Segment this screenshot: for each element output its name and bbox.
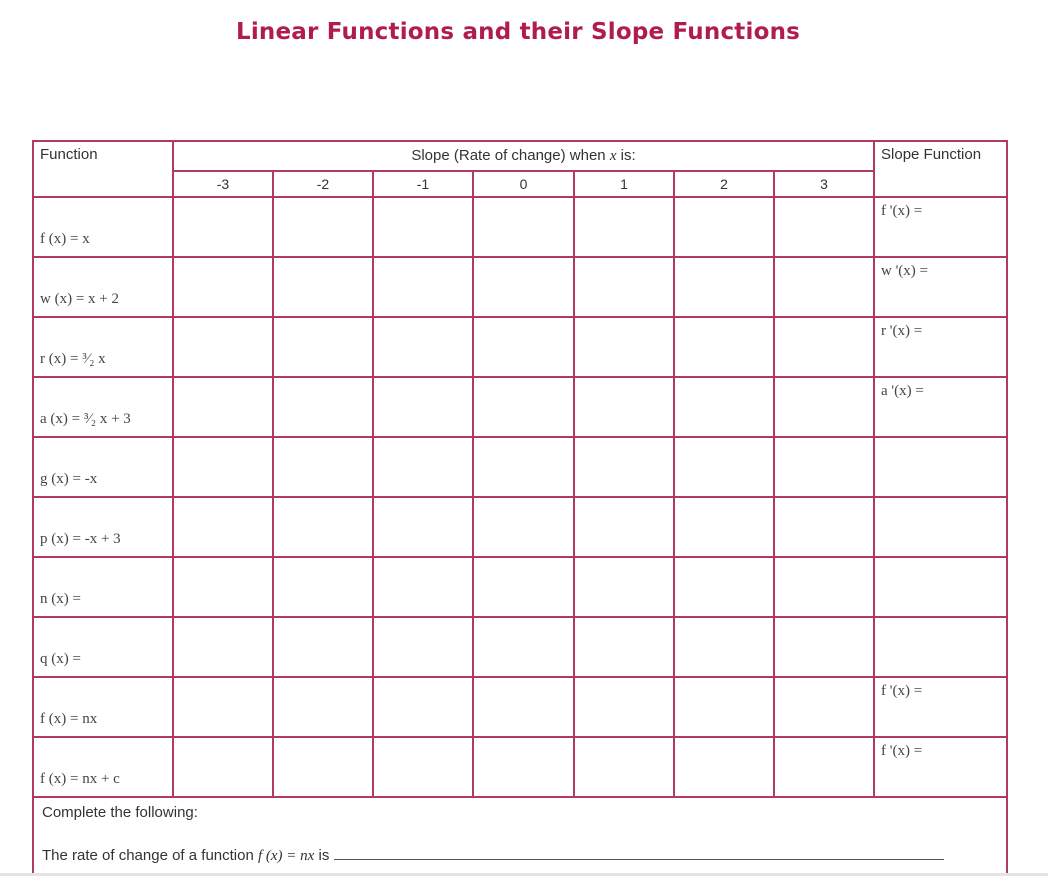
function-cell: [33, 197, 173, 257]
slope-answer-cell[interactable]: [774, 497, 874, 557]
slope-answer-cell[interactable]: [774, 557, 874, 617]
function-header: Function: [33, 141, 173, 197]
slope-answer-cell[interactable]: [173, 317, 273, 377]
slope-function-label: f '(x) =: [881, 743, 923, 759]
slope-answer-cell[interactable]: [173, 677, 273, 737]
slope-function-cell[interactable]: [874, 617, 1007, 677]
function-cell: [33, 257, 173, 317]
page-title: Linear Functions and their Slope Functions: [235, 19, 801, 45]
function-expression: g (x) = -x: [40, 471, 98, 487]
slope-answer-cell[interactable]: [473, 437, 574, 497]
function-expression: f (x) = nx + c: [40, 771, 120, 787]
slope-answer-cell[interactable]: [173, 437, 273, 497]
slope-answer-cell[interactable]: [373, 317, 473, 377]
slope-answer-cell[interactable]: [373, 257, 473, 317]
function-expression: w (x) = x + 2: [40, 291, 119, 307]
function-row: [33, 257, 1007, 317]
slope-answer-cell[interactable]: [574, 437, 674, 497]
slope-answer-cell[interactable]: [674, 437, 774, 497]
slope-function-cell[interactable]: [874, 497, 1007, 557]
slope-answer-cell[interactable]: [674, 617, 774, 677]
slope-answer-cell[interactable]: [574, 617, 674, 677]
slope-answer-cell[interactable]: [273, 737, 373, 797]
slope-answer-cell[interactable]: [774, 377, 874, 437]
slope-answer-cell[interactable]: [774, 437, 874, 497]
slope-function-cell[interactable]: [874, 377, 1007, 437]
completion-sentence: The rate of change of a function f (x) = nx is: [42, 847, 998, 865]
function-cell: [33, 677, 173, 737]
slope-answer-cell[interactable]: [473, 317, 574, 377]
function-expression: p (x) = -x + 3: [40, 531, 121, 547]
slope-function-header: Slope Function: [874, 141, 1007, 197]
function-row: [33, 377, 1007, 437]
slope-answer-cell[interactable]: [373, 377, 473, 437]
slope-header: Slope (Rate of change) when x is:: [173, 141, 874, 171]
slope-answer-cell[interactable]: [173, 257, 273, 317]
slope-answer-cell[interactable]: [373, 197, 473, 257]
function-expression: r (x) = ³⁄₂ x: [40, 351, 106, 367]
slope-answer-cell[interactable]: [273, 317, 373, 377]
slope-function-label: f '(x) =: [881, 203, 923, 219]
function-row: [33, 557, 1007, 617]
function-row: [33, 737, 1007, 797]
slope-answer-cell[interactable]: [674, 557, 774, 617]
slope-answer-cell[interactable]: [774, 617, 874, 677]
function-row: [33, 617, 1007, 677]
slope-answer-cell[interactable]: [473, 557, 574, 617]
slope-answer-cell[interactable]: [273, 557, 373, 617]
slope-answer-cell[interactable]: [674, 677, 774, 737]
slope-function-cell[interactable]: [874, 557, 1007, 617]
worksheet-table: [32, 140, 1008, 873]
slope-answer-cell[interactable]: [273, 497, 373, 557]
function-row: [33, 317, 1007, 377]
slope-answer-cell[interactable]: [273, 677, 373, 737]
slope-answer-cell[interactable]: [473, 617, 574, 677]
slope-function-cell[interactable]: [874, 677, 1007, 737]
slope-answer-cell[interactable]: [473, 737, 574, 797]
x-value-header: 1: [574, 171, 674, 197]
slope-answer-cell[interactable]: [674, 317, 774, 377]
slope-answer-cell[interactable]: [574, 557, 674, 617]
slope-answer-cell[interactable]: [373, 437, 473, 497]
slope-answer-cell[interactable]: [774, 257, 874, 317]
answer-blank[interactable]: [334, 859, 944, 860]
x-value-header: -1: [373, 171, 473, 197]
slope-answer-cell[interactable]: [574, 497, 674, 557]
slope-answer-cell[interactable]: [473, 377, 574, 437]
slope-function-cell[interactable]: [874, 317, 1007, 377]
slope-answer-cell[interactable]: [273, 197, 373, 257]
slope-answer-cell[interactable]: [774, 317, 874, 377]
function-row: [33, 677, 1007, 737]
slope-function-label: r '(x) =: [881, 323, 923, 339]
slope-answer-cell[interactable]: [774, 197, 874, 257]
slope-answer-cell[interactable]: [273, 617, 373, 677]
x-value-header: 0: [473, 171, 574, 197]
slope-answer-cell[interactable]: [473, 197, 574, 257]
slope-answer-cell[interactable]: [473, 257, 574, 317]
function-cell: [33, 497, 173, 557]
slope-answer-cell[interactable]: [273, 257, 373, 317]
function-expression: f (x) = x: [40, 231, 90, 247]
slope-answer-cell[interactable]: [674, 737, 774, 797]
slope-answer-cell[interactable]: [173, 557, 273, 617]
function-expression: q (x) =: [40, 651, 81, 667]
function-row: [33, 437, 1007, 497]
slope-answer-cell[interactable]: [774, 677, 874, 737]
page-bottom-edge: [0, 873, 1048, 876]
x-value-header: -2: [273, 171, 373, 197]
slope-function-cell[interactable]: [874, 737, 1007, 797]
slope-answer-cell[interactable]: [674, 497, 774, 557]
function-cell: [33, 737, 173, 797]
slope-answer-cell[interactable]: [574, 197, 674, 257]
function-cell: [33, 557, 173, 617]
function-expression: a (x) = ³⁄₂ x + 3: [40, 411, 131, 427]
slope-function-label: f '(x) =: [881, 683, 923, 699]
slope-function-cell[interactable]: [874, 257, 1007, 317]
slope-answer-cell[interactable]: [574, 257, 674, 317]
function-expression: f (x) = nx: [40, 711, 98, 727]
function-row: [33, 497, 1007, 557]
slope-answer-cell[interactable]: [674, 197, 774, 257]
slope-answer-cell[interactable]: [574, 317, 674, 377]
slope-answer-cell[interactable]: [674, 377, 774, 437]
slope-answer-cell[interactable]: [373, 617, 473, 677]
slope-answer-cell[interactable]: [173, 617, 273, 677]
completion-prompt: Complete the following:: [42, 804, 198, 821]
slope-answer-cell[interactable]: [674, 257, 774, 317]
function-expression: n (x) =: [40, 591, 81, 607]
slope-answer-cell[interactable]: [473, 677, 574, 737]
slope-answer-cell[interactable]: [173, 197, 273, 257]
slope-answer-cell[interactable]: [574, 677, 674, 737]
function-cell: [33, 617, 173, 677]
slope-answer-cell[interactable]: [273, 437, 373, 497]
function-cell: [33, 377, 173, 437]
slope-function-cell[interactable]: [874, 437, 1007, 497]
x-value-header: 2: [674, 171, 774, 197]
slope-function-label: a '(x) =: [881, 383, 924, 399]
slope-answer-cell[interactable]: [473, 497, 574, 557]
function-row: [33, 197, 1007, 257]
slope-answer-cell[interactable]: [774, 737, 874, 797]
slope-answer-cell[interactable]: [574, 737, 674, 797]
slope-function-cell[interactable]: [874, 197, 1007, 257]
slope-answer-cell[interactable]: [373, 677, 473, 737]
slope-answer-cell[interactable]: [173, 737, 273, 797]
slope-answer-cell[interactable]: [373, 557, 473, 617]
completion-section: [33, 797, 1007, 873]
slope-answer-cell[interactable]: [173, 377, 273, 437]
x-value-header: -3: [173, 171, 273, 197]
x-values-row: [33, 171, 1007, 197]
function-cell: [33, 317, 173, 377]
slope-answer-cell[interactable]: [273, 377, 373, 437]
slope-answer-cell[interactable]: [173, 497, 273, 557]
header-row: [33, 141, 1007, 171]
slope-function-label: w '(x) =: [881, 263, 929, 279]
slope-answer-cell[interactable]: [574, 377, 674, 437]
x-value-header: 3: [774, 171, 874, 197]
function-cell: [33, 437, 173, 497]
slope-answer-cell[interactable]: [373, 737, 473, 797]
slope-answer-cell[interactable]: [373, 497, 473, 557]
